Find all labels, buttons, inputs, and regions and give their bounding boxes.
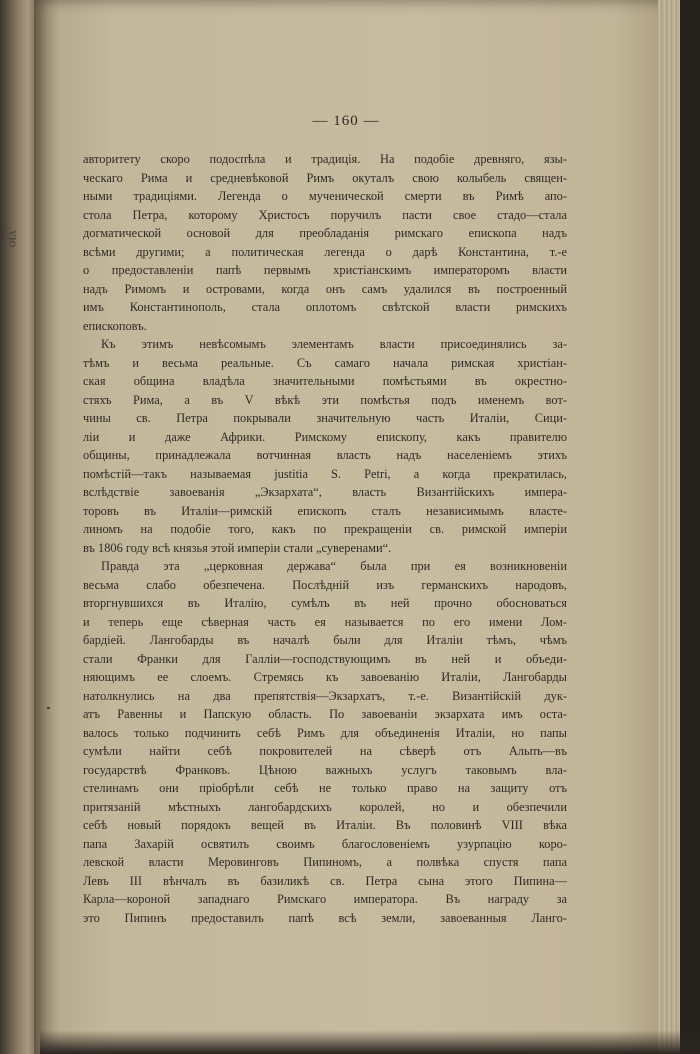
text-line: всѣми другими; а политическая легенда о дарѣ Константина, т.-е xyxy=(83,244,567,259)
text-line: тѣмъ и весьма реальные. Съ самаго начала римская христіан- xyxy=(83,355,567,370)
text-line: ными традиціями. Легенда о мученической смерти въ Римѣ апо- xyxy=(83,189,567,203)
text-line: государствѣ Франковъ. Цѣною важныхъ услугъ таковымъ вла- xyxy=(83,762,567,777)
text-line: атъ Равенны и Папскую область. По завоеваніи экзархата имъ оста- xyxy=(83,707,567,721)
text-line: левской власти Меровинговъ Пипиномъ, а полвѣка спустя папа xyxy=(83,855,567,869)
text-line: догматической основой для преобладанія римскаго епископа надъ xyxy=(83,226,567,240)
text-line: торовъ въ Италіи—римскій епископъ сталъ независимымъ власте- xyxy=(83,503,567,518)
text-line: ліи и даже Африки. Римскому епископу, какъ правителю xyxy=(83,429,567,444)
text-line: и теперь еще сѣверная часть ея называется по его имени Лом- xyxy=(83,614,567,629)
text-line: Карла—короной западнаго Римскаго императора. Въ награду за xyxy=(83,892,567,906)
text-line: вторгнувшихся въ Италію, сумѣлъ въ ней прочно обосноваться xyxy=(83,596,567,610)
text-line: папа Захарій освятилъ своимъ благословеніемъ узурпацію коро- xyxy=(83,836,567,851)
text-line: помѣстій—такъ называемая justitia S. Petri, а когда прекратилась, xyxy=(83,466,567,481)
page-number: — 160 — xyxy=(312,113,380,129)
text-line: бардіей. Лангобарды въ началѣ были для Италіи тѣмъ, чѣмъ xyxy=(83,633,567,647)
text-line: въ 1806 году всѣ князья этой имперіи стали „суверенами“. xyxy=(83,540,392,555)
text-line: притязаній мѣстныхъ лангобардскихъ королей, но и обезпечили xyxy=(83,799,567,814)
text-line: надъ Римомъ и островами, когда онъ самъ удалился въ построенный xyxy=(83,281,567,296)
text-line: ская община владѣла значительными помѣстьями въ окрестно- xyxy=(83,374,567,388)
page-stack-edge xyxy=(658,0,680,1054)
text-line: весьма слабо обезпечена. Послѣдній изъ германскихъ народовъ, xyxy=(83,577,567,592)
text-line: имъ Константинополь, стала оплотомъ свѣтской власти римскихъ xyxy=(83,300,567,314)
text-line: няющимъ ее слоемъ. Стремясь къ завоеванію Италіи, Лангобарды xyxy=(83,670,567,684)
text-line: себѣ новый порядокъ вещей въ Италіи. Въ половинѣ VIII вѣка xyxy=(83,818,567,832)
text-line: стелинамъ они пріобрѣли себѣ не только право на защиту отъ xyxy=(83,781,567,795)
facing-page-text-fragment: ую xyxy=(5,230,20,248)
text-line: епископовъ. xyxy=(83,318,147,333)
text-line: это Пипинъ предоставилъ папѣ всѣ земли, завоеванныя Ланго- xyxy=(83,910,567,925)
text-line: сумѣли найти себѣ покровителей на сѣверѣ отъ Альпъ—въ xyxy=(83,744,567,758)
text-line: о предоставленіи папѣ первымъ христіанскимъ императоромъ власти xyxy=(83,263,567,277)
text-line: Правда эта „церковная держава“ была при ея возникновеніи xyxy=(101,559,567,573)
text-line: чины св. Петра покрывали значительную часть Италіи, Сици- xyxy=(83,411,567,425)
text-line: авторитету скоро подоспѣла и традиція. На подобіе древняго, язы- xyxy=(83,152,567,166)
text-line: валось только подчинить себѣ Римъ для объединенія Италіи, но папы xyxy=(83,725,567,740)
body-text xyxy=(83,150,567,927)
text-line: Къ этимъ невѣсомымъ элементамъ власти присоединялись за- xyxy=(101,337,567,351)
page-bottom-shadow xyxy=(40,1030,700,1054)
text-line: линомъ на подобіе того, какъ по прекращеніи св. римской имперіи xyxy=(83,522,567,536)
ink-speck xyxy=(47,707,50,709)
text-line: общины, принадлежала вотчинная власть надъ населеніемъ этихъ xyxy=(83,448,567,462)
text-line: стали Франки для Галліи—господствующимъ въ ней и объеди- xyxy=(83,651,567,666)
text-line: ческаго Рима и средневѣковой Римъ окуталъ свою колыбель священ- xyxy=(83,170,567,185)
text-line: Левъ III вѣнчалъ въ базиликѣ св. Петра сына этого Пипина— xyxy=(83,873,567,888)
text-line: стола Петра, которому Христосъ поручилъ пасти свое стадо—стала xyxy=(83,207,567,222)
text-line: вслѣдствіе завоеванія „Экзархата“, власть Византійскихъ импера- xyxy=(83,485,567,499)
text-line: стяхъ Рима, а въ V вѣкѣ эти помѣстья подъ именемъ вот- xyxy=(83,392,567,407)
text-line: натолкнулись на два препятствія—Экзархатъ, т.-е. Византійскій дук- xyxy=(83,688,567,703)
